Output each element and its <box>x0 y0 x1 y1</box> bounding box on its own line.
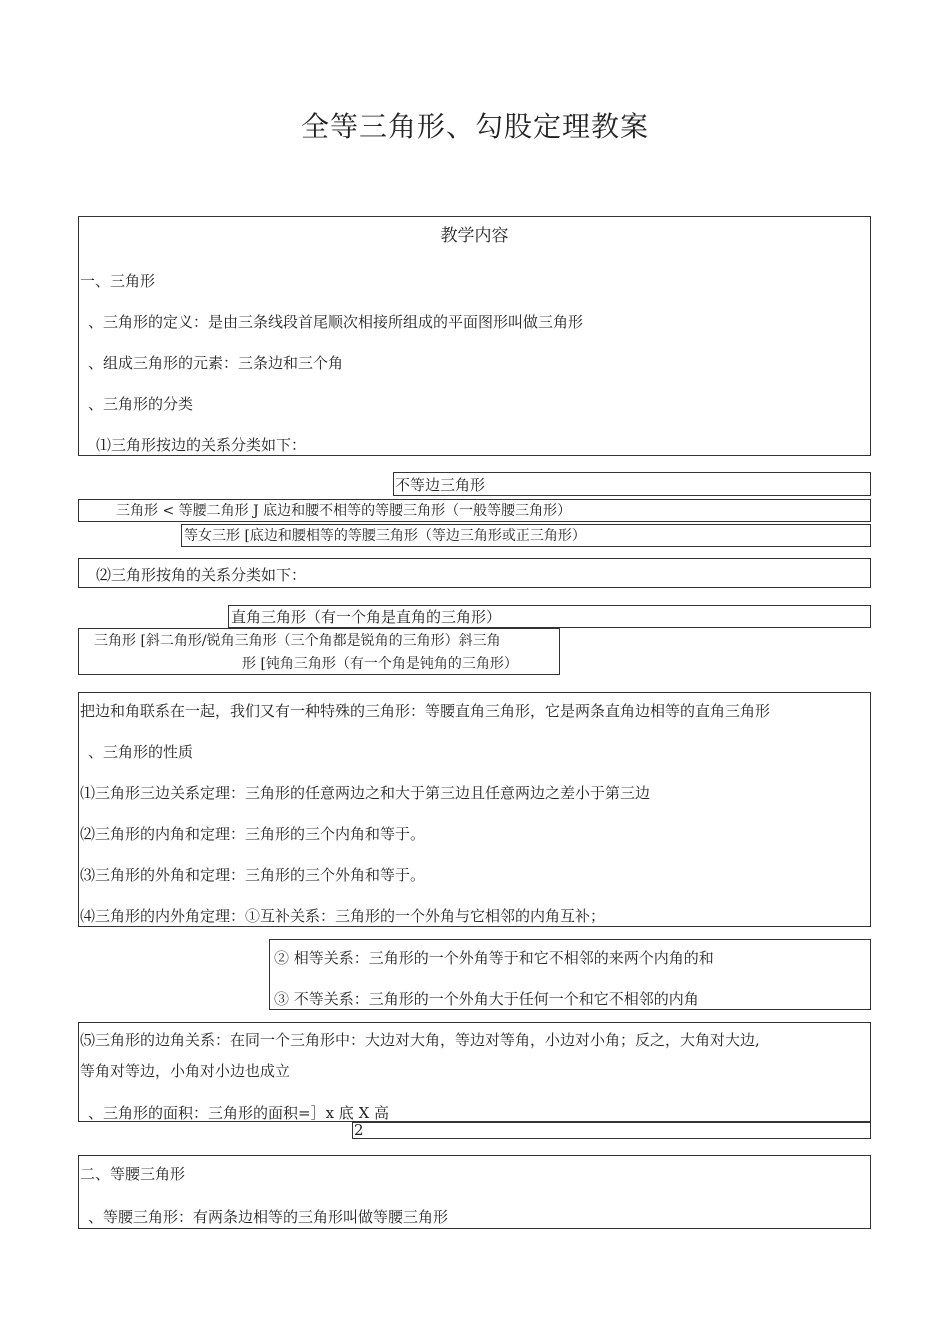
part2-heading: 二、等腰三角形 <box>80 1165 186 1183</box>
property-3: ⑶三角形的外角和定理：三角形的三个外角和等于。 <box>80 866 426 884</box>
part1-heading: 一、三角形 <box>80 272 156 290</box>
property-5a: ⑸三角形的边角关系：在同一个三角形中：大边对大角，等边对等角，小边对小角；反之，大角对大边, <box>80 1031 760 1049</box>
triangle-definition: 、三角形的定义：是由三条线段首尾顺次相接所组成的平面图形叫做三角形 <box>88 313 584 331</box>
scalene-label: 不等边三角形 <box>395 476 486 494</box>
section-header: 教学内容 <box>440 226 509 246</box>
area-denominator-box <box>352 1122 871 1139</box>
property-2: ⑵三角形的内角和定理：三角形的三个内角和等于。 <box>80 825 426 843</box>
properties-heading: 、三角形的性质 <box>88 743 194 761</box>
property-4b: ② 相等关系：三角形的一个外角等于和它不相邻的来两个内角的和 <box>274 949 714 967</box>
by-side-intro: ⑴三角形按边的关系分类如下： <box>96 436 307 454</box>
property-4c: ③ 不等关系：三角形的一个外角大于任何一个和它不相邻的内角 <box>274 990 699 1008</box>
properties-box <box>78 692 871 927</box>
area-formula: 、三角形的面积：三角形的面积=］x 底 X 高 <box>88 1104 390 1122</box>
right-triangle-label: 直角三角形（有一个角是直角的三角形） <box>231 608 502 626</box>
area-denominator: 2 <box>354 1121 364 1139</box>
by-side-row3: 等女三形 [底边和腰相等的等腰三角形（等边三角形或正三角形） <box>184 528 586 544</box>
property-4: ⑷三角形的内外角定理：①互补关系：三角形的一个外角与它相邻的内角互补； <box>80 907 606 925</box>
by-angle-intro: ⑵三角形按角的关系分类如下： <box>96 566 307 584</box>
triangle-elements: 、组成三角形的元素：三条边和三个角 <box>88 354 344 372</box>
by-side-row2: 三角形 < 等腰二角形 J 底边和腰不相等的等腰三角形（一般等腰三角形） <box>116 503 572 519</box>
triangle-classification: 、三角形的分类 <box>88 395 194 413</box>
property-1: ⑴三角形三边关系定理：三角形的任意两边之和大于第三边且任意两边之差小于第三边 <box>80 784 651 802</box>
by-angle-row2: 三角形 [斜二角形/锐角三角形（三个角都是锐角的三角形）斜三角 <box>94 633 501 649</box>
property-5b: 等角对等边，小角对小边也成立 <box>80 1062 291 1080</box>
page-title: 全等三角形、勾股定理教案 <box>300 110 649 143</box>
teaching-content-box <box>78 216 871 456</box>
by-angle-row3: 形 [钝角三角形（有一个角是钝角的三角形） <box>242 656 518 672</box>
isosceles-definition: 、等腰三角形：有两条边相等的三角形叫做等腰三角形 <box>88 1208 449 1226</box>
isosceles-right-note: 把边和角联系在一起，我们又有一种特殊的三角形：等腰直角三角形，它是两条直角边相等的直角三角形 <box>80 702 771 720</box>
